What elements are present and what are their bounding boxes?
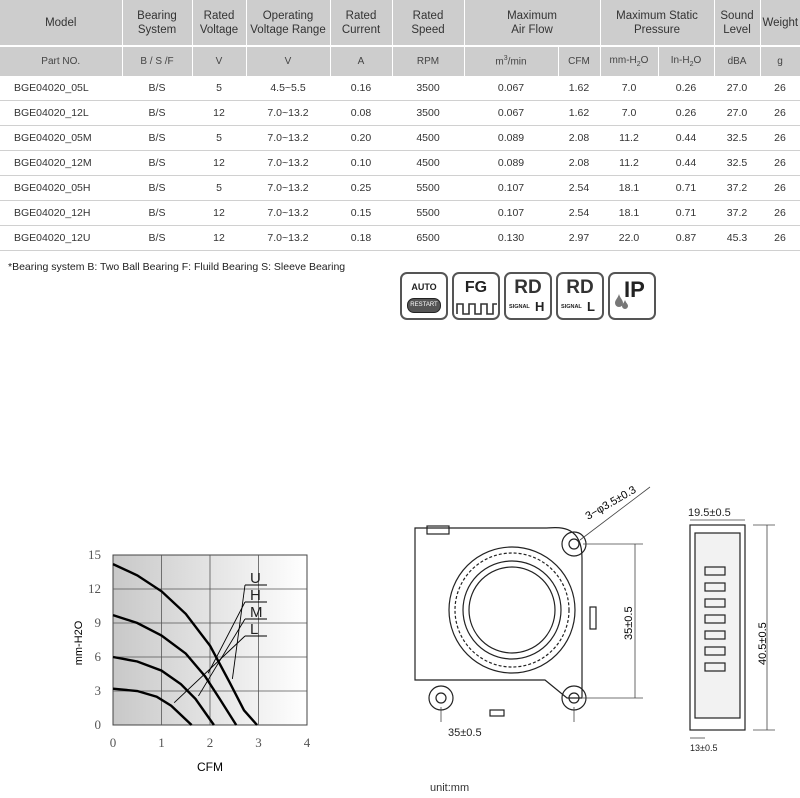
table-cell: 5500 xyxy=(392,201,464,226)
table-cell: 7.0~13.2 xyxy=(246,126,330,151)
table-cell: 12 xyxy=(192,151,246,176)
top-notch xyxy=(427,526,449,534)
header-rated-speed: Rated Speed xyxy=(392,0,464,46)
table-cell: 1.62 xyxy=(558,76,600,101)
housing-outline xyxy=(415,528,582,698)
header-air-flow: Maximum Air Flow xyxy=(464,0,600,46)
performance-chart xyxy=(70,545,310,775)
side-bottom-dimension: 13±0.5 xyxy=(690,743,718,753)
feature-badges xyxy=(400,272,656,320)
side-height-dimension: 40.5±0.5 xyxy=(757,622,769,665)
table-cell: 18.1 xyxy=(600,176,658,201)
table-cell: 4500 xyxy=(392,151,464,176)
table-cell: 0.10 xyxy=(330,151,392,176)
y-tick-label: 0 xyxy=(94,717,101,732)
table-cell: 26 xyxy=(760,126,800,151)
table-cell: B/S xyxy=(122,126,192,151)
table-cell: 0.15 xyxy=(330,201,392,226)
table-cell: B/S xyxy=(122,226,192,251)
y-tick-label: 6 xyxy=(94,649,101,664)
table-cell: BGE04020_12H xyxy=(0,201,122,226)
unit-cell: CFM xyxy=(558,46,600,76)
table-cell: 26 xyxy=(760,176,800,201)
side-depth-dimension: 19.5±0.5 xyxy=(688,507,731,519)
table-cell: 5 xyxy=(192,76,246,101)
unit-cell: V xyxy=(246,46,330,76)
table-cell: 11.2 xyxy=(600,126,658,151)
table-cell: 0.20 xyxy=(330,126,392,151)
unit-cell: Part NO. xyxy=(0,46,122,76)
x-tick-label: 0 xyxy=(109,735,117,750)
table-cell: 0.44 xyxy=(658,126,714,151)
table-row xyxy=(0,101,800,126)
ip-badge xyxy=(608,272,656,320)
table-cell: 1.62 xyxy=(558,101,600,126)
x-tick-label: 3 xyxy=(255,735,262,750)
table-cell: 0.26 xyxy=(658,76,714,101)
table-cell: 22.0 xyxy=(600,226,658,251)
table-cell: 7.0~13.2 xyxy=(246,101,330,126)
table-cell: B/S xyxy=(122,201,192,226)
fan-hub-inner xyxy=(469,567,555,653)
table-cell: 7.0 xyxy=(600,76,658,101)
high-letter: H xyxy=(535,299,545,314)
table-cell: 26 xyxy=(760,101,800,126)
width-dimension: 35±0.5 xyxy=(448,727,482,739)
restart-label: RESTART xyxy=(407,298,441,313)
table-cell: 0.107 xyxy=(464,201,558,226)
table-cell: 3500 xyxy=(392,76,464,101)
table-cell: 2.54 xyxy=(558,201,600,226)
table-row xyxy=(0,201,800,226)
header-rated-current: Rated Current xyxy=(330,0,392,46)
side-inner xyxy=(695,533,740,718)
header-sound-level: Sound Level xyxy=(714,0,760,46)
mount-hole-left xyxy=(436,693,446,703)
table-row xyxy=(0,151,800,176)
unit-cell: V xyxy=(192,46,246,76)
table-cell: 0.26 xyxy=(658,101,714,126)
unit-cell: A xyxy=(330,46,392,76)
table-cell: 0.089 xyxy=(464,151,558,176)
table-cell: BGE04020_12M xyxy=(0,151,122,176)
table-cell: 27.0 xyxy=(714,101,760,126)
table-body xyxy=(0,76,800,251)
unit-label: unit:mm xyxy=(430,782,470,794)
table-cell: 0.87 xyxy=(658,226,714,251)
table-cell: 6500 xyxy=(392,226,464,251)
curve-label-l: L xyxy=(250,621,259,638)
unit-cell: RPM xyxy=(392,46,464,76)
table-cell: 3500 xyxy=(392,101,464,126)
table-cell: 0.107 xyxy=(464,176,558,201)
bearing-note: *Bearing system B: Two Ball Bearing F: Fluild Bearing S: Sleeve Bearing xyxy=(8,261,346,273)
table-cell: 12 xyxy=(192,201,246,226)
table-cell: 7.0~13.2 xyxy=(246,201,330,226)
y-tick-label: 15 xyxy=(88,547,101,562)
table-cell: 0.18 xyxy=(330,226,392,251)
table-cell: 32.5 xyxy=(714,126,760,151)
unit-cell: $In-H_2O$ xyxy=(658,46,714,76)
table-cell: 2.54 xyxy=(558,176,600,201)
side-view-drawing xyxy=(675,505,785,765)
table-cell: 4.5~5.5 xyxy=(246,76,330,101)
table-row xyxy=(0,176,800,201)
units-row xyxy=(0,46,800,76)
curve-label-m: M xyxy=(250,604,263,621)
x-tick-label: 2 xyxy=(206,735,214,750)
table-cell: 27.0 xyxy=(714,76,760,101)
header-bearing: Bearing System xyxy=(122,0,192,46)
table-cell: B/S xyxy=(122,76,192,101)
unit-cell: g xyxy=(760,46,800,76)
water-drop-icon xyxy=(614,292,630,312)
spec-table xyxy=(0,0,800,251)
y-tick-label: 3 xyxy=(94,683,101,698)
header-rated-voltage: Rated Voltage xyxy=(192,0,246,46)
table-cell: B/S xyxy=(122,151,192,176)
table-cell: B/S xyxy=(122,101,192,126)
ip-label: IP xyxy=(624,277,645,302)
header-model: Model xyxy=(0,0,122,46)
table-cell: 7.0~13.2 xyxy=(246,151,330,176)
table-cell: 0.44 xyxy=(658,151,714,176)
table-cell: 0.25 xyxy=(330,176,392,201)
front-view-drawing xyxy=(405,462,665,722)
table-cell: 37.2 xyxy=(714,201,760,226)
fan-blade-ring xyxy=(455,553,569,667)
table-cell: 12 xyxy=(192,226,246,251)
auto-restart-badge xyxy=(400,272,448,320)
table-cell: 7.0~13.2 xyxy=(246,176,330,201)
mount-lug-left xyxy=(429,686,453,710)
rd-label: RD xyxy=(514,277,542,298)
table-cell: BGE04020_12L xyxy=(0,101,122,126)
low-letter: L xyxy=(587,299,595,314)
table-cell: 0.08 xyxy=(330,101,392,126)
x-tick-label: 1 xyxy=(158,735,165,750)
table-cell: 0.71 xyxy=(658,201,714,226)
table-cell: BGE04020_12U xyxy=(0,226,122,251)
table-cell: 4500 xyxy=(392,126,464,151)
table-cell: 5 xyxy=(192,126,246,151)
table-cell: 7.0~13.2 xyxy=(246,226,330,251)
table-row xyxy=(0,126,800,151)
unit-cell: $mm-H_2O$ xyxy=(600,46,658,76)
fg-label: FG xyxy=(464,279,488,296)
side-tab xyxy=(590,607,596,629)
fan-outer-ring xyxy=(449,547,575,673)
table-cell: 7.0 xyxy=(600,101,658,126)
y-axis-label: mm-H2O xyxy=(73,620,85,666)
header-voltage-range: Operating Voltage Range xyxy=(246,0,330,46)
table-cell: 26 xyxy=(760,226,800,251)
y-tick-label: 12 xyxy=(88,581,101,596)
mount-hole-top xyxy=(569,539,579,549)
table-cell: 12 xyxy=(192,101,246,126)
signal-label: SIGNAL xyxy=(561,304,582,310)
table-cell: 26 xyxy=(760,151,800,176)
holes-dimension: 3−φ3.5±0.3 xyxy=(583,484,639,523)
table-cell: 2.97 xyxy=(558,226,600,251)
x-tick-label: 4 xyxy=(303,735,310,750)
table-cell: B/S xyxy=(122,176,192,201)
signal-label: SIGNAL xyxy=(509,304,530,310)
rd-signal-low-badge xyxy=(556,272,604,320)
table-cell: 45.3 xyxy=(714,226,760,251)
table-cell: BGE04020_05L xyxy=(0,76,122,101)
table-cell: 37.2 xyxy=(714,176,760,201)
rd-signal-high-badge xyxy=(504,272,552,320)
height-dimension: 35±0.5 xyxy=(623,606,635,640)
table-cell: BGE04020_05H xyxy=(0,176,122,201)
table-cell: 0.71 xyxy=(658,176,714,201)
table-cell: 0.089 xyxy=(464,126,558,151)
table-cell: 32.5 xyxy=(714,151,760,176)
auto-label: AUTO xyxy=(411,282,437,292)
unit-cell: B / S /F xyxy=(122,46,192,76)
table-row xyxy=(0,226,800,251)
table-cell: 5 xyxy=(192,176,246,201)
mount-lug-top xyxy=(562,532,586,556)
table-cell: 2.08 xyxy=(558,151,600,176)
bottom-tab xyxy=(490,710,504,716)
table-cell: 2.08 xyxy=(558,126,600,151)
curve-label-u: U xyxy=(250,570,261,587)
table-cell: 0.130 xyxy=(464,226,558,251)
table-cell: 18.1 xyxy=(600,201,658,226)
curve-label-h: H xyxy=(250,587,261,604)
x-axis-label: CFM xyxy=(197,760,223,774)
fan-hub-outer xyxy=(463,561,561,659)
table-cell: 11.2 xyxy=(600,151,658,176)
header-weight: Weight xyxy=(760,0,800,46)
table-cell: BGE04020_05M xyxy=(0,126,122,151)
unit-cell: $m^3/\min$ xyxy=(464,46,558,76)
table-cell: 0.067 xyxy=(464,101,558,126)
table-cell: 26 xyxy=(760,76,800,101)
table-cell: 0.067 xyxy=(464,76,558,101)
pulse-wave-icon xyxy=(455,302,499,316)
table-row xyxy=(0,76,800,101)
table-cell: 0.16 xyxy=(330,76,392,101)
fg-badge xyxy=(452,272,500,320)
rd-label: RD xyxy=(566,277,594,298)
table-cell: 26 xyxy=(760,201,800,226)
table-cell: 5500 xyxy=(392,176,464,201)
header-static-pressure: Maximum Static Pressure xyxy=(600,0,714,46)
unit-cell: dBA xyxy=(714,46,760,76)
y-tick-label: 9 xyxy=(94,615,101,630)
header-row xyxy=(0,0,800,46)
